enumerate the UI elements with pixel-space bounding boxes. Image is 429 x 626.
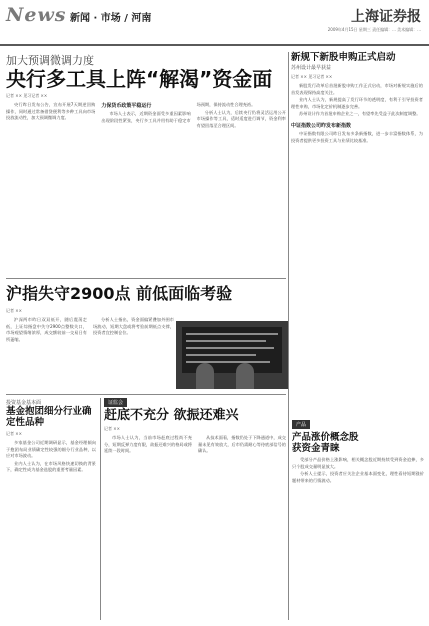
market-paragraph: 分析人士指出，资金面偏紧叠加外围市场波动，短期大盘或将考验前期低点支撑，投资者宜控制仓位。 [93,317,174,336]
sidebar-tag: 产品 [292,420,310,429]
fund-story [6,398,96,475]
lead-paragraph: 分析人士认为，后续央行仍将灵活运用公开市场操作等工具，适时适度进行调节，资金利率有望回落至合理区间。 [196,109,286,128]
fund-paragraph: 多家基金公司近期调研显示，基金经理倾向于抱团布局业绩确定性较强的细分行业品种，以应对市场波动。 [6,440,96,459]
market-body [6,317,174,409]
sidebar-headline: 新规下新股申购正式启动 [291,52,396,63]
fund-headline: 基金抱团细分行业确定性品种 [6,406,92,428]
sidebar-headline-2: 产品涨价概念股 [292,432,359,443]
issue-meta: 2009年4月15日 星期三 责任编辑：... 美术编辑：... [327,27,421,32]
sidebar-subheadline: 苏州设计最早获益 [291,65,332,71]
policy-headline: 赶底不充分 欲振还难兴 [104,408,239,423]
sidebar-body [291,83,423,118]
fund-paragraph: 业内人士认为，在市场风格快速切换的背景下，确定性成为基金选股的重要考量因素。 [6,460,96,473]
sidebar-paragraph: 分析人士提示，投资者应关注企业基本面变化，理性看待短期涨价题材带来的行情波动。 [292,471,424,483]
sidebar-byline: 记者 ×× 见习记者 ×× [291,74,333,79]
lead-story [6,52,286,312]
paper-name: 上海证券报 [351,9,421,25]
market-paragraph: 沪深两市昨日双双低开，随后震荡走低，上证综指盘中失守2900点整数关口，市场观望情绪浓厚，成交额较前一交易日有所萎缩。 [6,317,87,342]
column-divider [288,52,289,620]
lead-subhead: 力保货币政策平稳运行 [101,103,152,109]
section-rule [6,394,286,395]
policy-story [104,408,286,456]
sidebar-paragraph: 业内人士认为，新规提高了发行环节的透明度，有利于引导投资者理性申购，市场化定价机制逐步完善。 [291,97,423,109]
sidebar-headline-2-line2: 获资金青睐 [292,443,340,454]
fund-body [6,440,96,474]
lead-headline: 央行多工具上阵“解渴”资金面 [6,67,273,91]
sidebar-body-3 [292,457,424,484]
trading-floor-photo [176,321,288,389]
masthead [0,0,429,46]
sidebar-paragraph: 新股发行改革后首批新股申购工作正式启动，市场对新规实施后的首发表现保持高度关注。 [291,83,423,95]
column-divider [100,398,101,620]
fund-kicker: 投资基金基本面 [6,400,42,406]
sidebar-paragraph: 中证指数有限公司昨日发布多条新指数，进一步丰富指数体系，为投资者提供更多投资工具与业绩比较基准。 [291,130,423,143]
market-headline: 沪指失守2900点 前低面临考验 [6,284,233,303]
lead-byline: 记者 ×× 见习记者 ×× [6,93,48,98]
policy-body [104,435,286,456]
policy-paragraph: 从技术面看，指数仍处于下降通道中，成交量未见有效放大，后市仍需耐心等待底部信号的确认。 [198,435,286,454]
sidebar-story-2 [292,432,424,485]
sidebar-subhead: 中证指数公司昨发布新指数 [291,122,352,129]
policy-paragraph: 市场人士认为，当前市场赶底过程尚不充分，短期反弹力度有限，欲振还难兴的格局或将延续一段时间。 [104,435,192,454]
market-byline: 记者 ×× [6,308,22,313]
lead-kicker: 加大预调微调力度 [6,54,94,67]
fund-byline: 记者 ×× [6,431,22,436]
person-silhouette [236,363,254,389]
lead-paragraph: 市场人士表示，近期资金面受多重因素影响出现阶段性紧张，央行多工具并用有助于稳定市场预期，保持流动性合理充裕。 [101,102,256,123]
sidebar-paragraph: 受部分产品价格上涨影响，相关概念股近期持续受到资金追捧，多只个股成交量明显放大。 [292,457,424,469]
masthead-logo: News [6,4,67,26]
person-silhouette [196,363,214,389]
policy-tag: 证监会 [104,398,127,407]
sidebar-paragraph: 苏州设计作为首批申购企业之一，有望率先受益于此次制度调整。 [299,111,421,117]
lead-body [6,102,286,312]
sidebar-body-2 [291,131,423,144]
sidebar [291,52,423,145]
policy-byline: 记者 ×× [104,426,120,431]
section-rule [6,278,286,279]
lead-paragraph: 央行昨日发布公告，宣布开展7天期逆回购操作，同时通过常备借贷便利等多种工具向市场投放流动性，加大预调微调力度。 [6,102,96,121]
section-name: 新闻 · 市场 / 河南 [70,13,152,24]
